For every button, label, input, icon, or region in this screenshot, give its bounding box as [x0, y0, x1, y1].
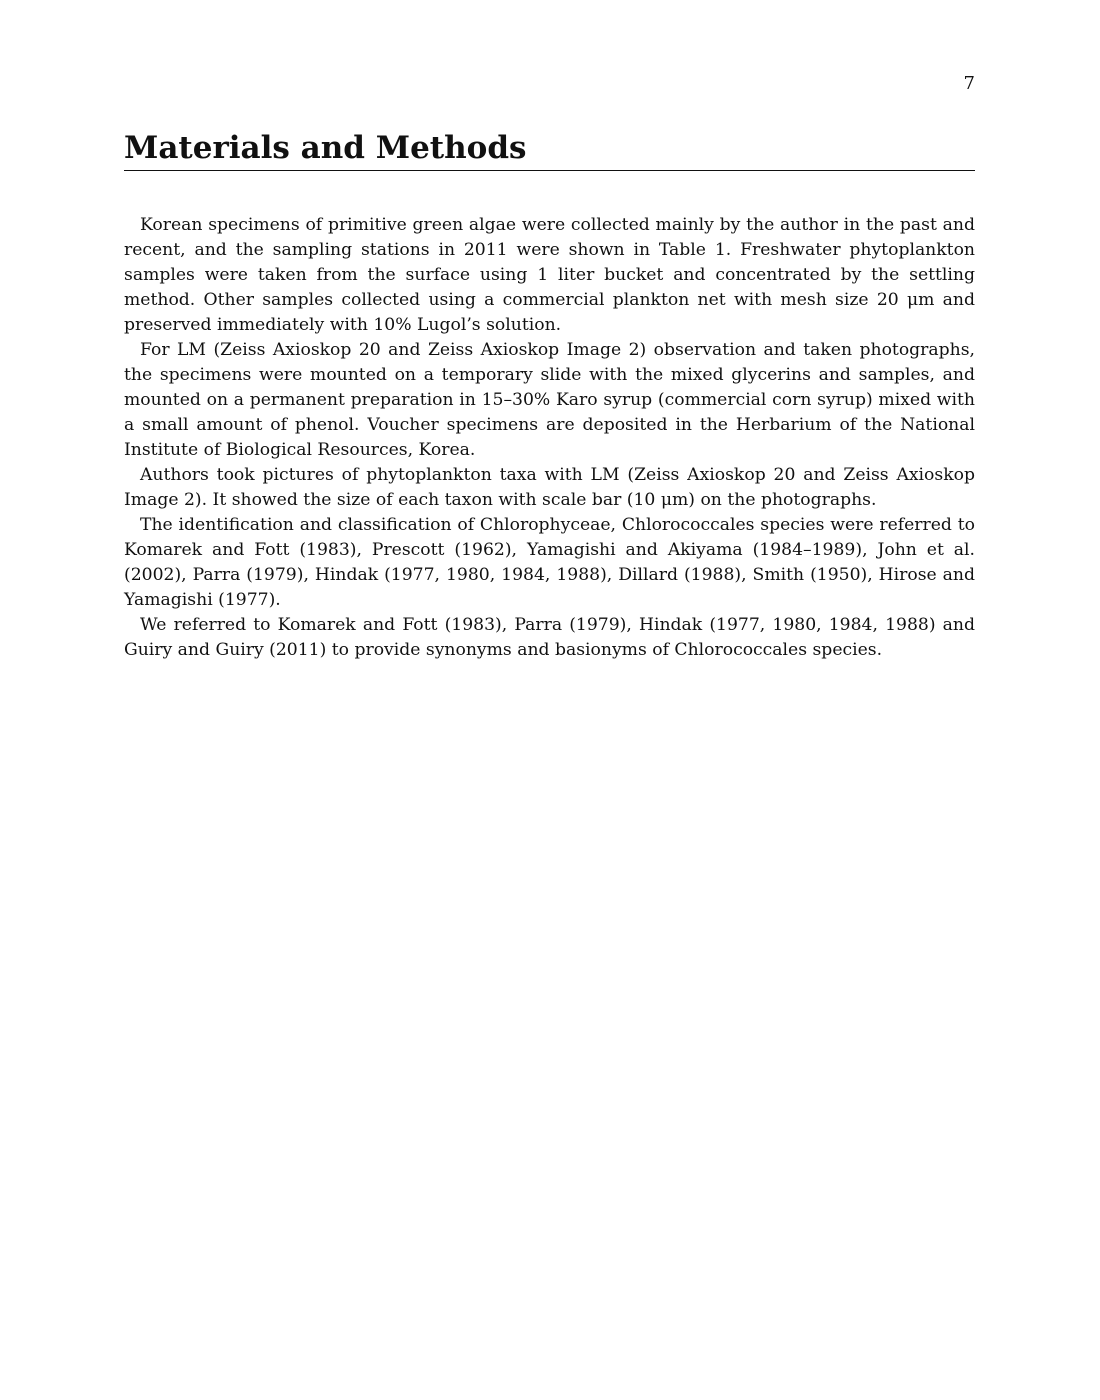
paragraph-sampling: Korean specimens of primitive green algae were collected mainly by the author in the past and recent, and the sampling stations in 2011 were shown in Table 1. Freshwater phytoplankton samples were taken from the surface using 1 liter bucket and concentrated by the settling method. Other samples collected using a commercial plankton net with mesh size 20 μm and preserved immediately with 10% Lugol’s solution. [124, 215, 975, 335]
paragraph-synonyms: We referred to Komarek and Fott (1983), Parra (1979), Hindak (1977, 1980, 1984, 1988) and Guiry and Guiry (2011) to provide synonyms and basionyms of Chlorococcales species. [124, 615, 975, 660]
paragraph-photographs: Authors took pictures of phytoplankton taxa with LM (Zeiss Axioskop 20 and Zeiss Axioskop Image 2). It showed the size of each taxon with scale bar (10 μm) on the photographs. [124, 465, 975, 510]
paragraph-identification: The identification and classification of Chlorophyceae, Chlorococcales species were referred to Komarek and Fott (1983), Prescott (1962), Yamagishi and Akiyama (1984–1989), John et al. (2002), Parra (1979), Hindak (1977, 1980, 1984, 1988), Dillard (1988), Smith (1950), Hirose and Yamagishi (1977). [124, 515, 975, 610]
paragraph-microscopy: For LM (Zeiss Axioskop 20 and Zeiss Axioskop Image 2) observation and taken photographs, the specimens were mounted on a temporary slide with the mixed glycerins and samples, and mounted on a permanent preparation in 15–30% Karo syrup (commercial corn syrup) mixed with a small amount of phenol. Voucher specimens are deposited in the Herbarium of the National Institute of Biological Resources, Korea. [124, 340, 975, 460]
section-title: Materials and Methods [124, 128, 975, 171]
page-number: 7 [963, 73, 975, 94]
body-text [124, 213, 975, 663]
